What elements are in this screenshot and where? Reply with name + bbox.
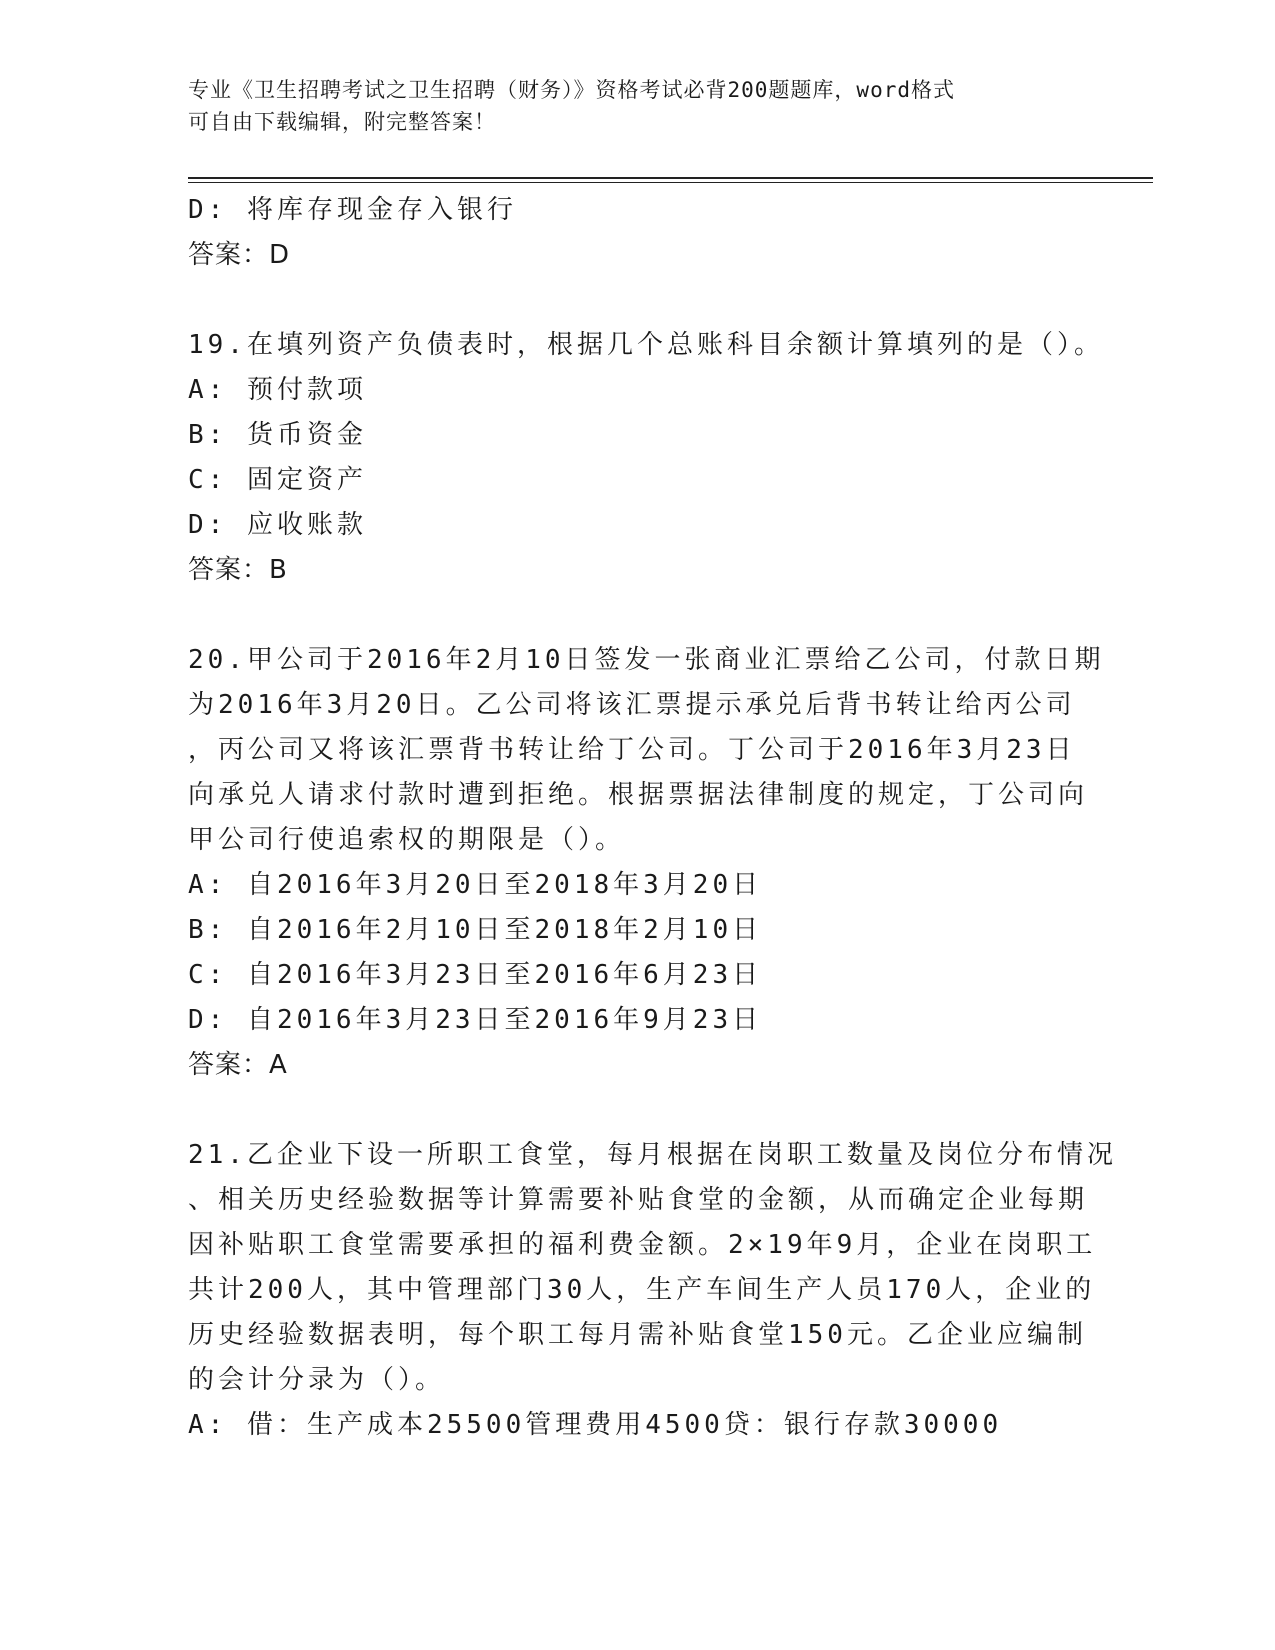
question-20-option-c: C: 自2016年3月23日至2016年6月23日 [188,960,763,990]
spacer [188,593,1088,638]
header-divider-top [188,177,1153,179]
question-21-line-5: 历史经验数据表明，每个职工每月需补贴食堂150元。乙企业应编制 [188,1320,1087,1350]
question-20-line-4: 向承兑人请求付款时遭到拒绝。根据票据法律制度的规定，丁公司向 [188,780,1089,810]
header-line-2: 可自由下载编辑，附完整答案！ [188,110,496,134]
question-21-line-4: 共计200人，其中管理部门30人，生产车间生产人员170人，企业的 [188,1275,1096,1305]
question-21-line-1: 21.乙企业下设一所职工食堂，每月根据在岗职工数量及岗位分布情况 [188,1140,1117,1170]
question-19-option-a: A: 预付款项 [188,375,367,405]
question-20-option-b: B: 自2016年2月10日至2018年2月10日 [188,915,763,945]
spacer [188,1088,1088,1133]
prev-option-d: D: 将库存现金存入银行 [188,195,517,225]
header-divider-bottom [188,182,1153,183]
question-21-line-2: 、相关历史经验数据等计算需要补贴食堂的金额，从而确定企业每期 [188,1185,1089,1215]
question-20-line-3: ，丙公司又将该汇票背书转让给丁公司。丁公司于2016年3月23日 [188,735,1076,765]
question-20-line-5: 甲公司行使追索权的期限是（）。 [188,825,626,855]
question-19-option-d: D: 应收账款 [188,510,367,540]
question-20-option-a: A: 自2016年3月20日至2018年3月20日 [188,870,763,900]
question-20-option-d: D: 自2016年3月23日至2016年9月23日 [188,1005,763,1035]
question-19-line-1: 19.在填列资产负债表时，根据几个总账科目余额计算填列的是（）。 [188,330,1104,360]
question-20-line-2: 为2016年3月20日。乙公司将该汇票提示承兑后背书转让给丙公司 [188,690,1076,720]
question-21-line-6: 的会计分录为（）。 [188,1365,446,1395]
question-21 [188,1133,1117,1448]
question-19-option-b: B: 货币资金 [188,420,367,450]
prev-answer: 答案：D [188,240,291,270]
question-19-option-c: C: 固定资产 [188,465,367,495]
spacer [188,278,1088,323]
document-header [188,74,1068,138]
question-19-answer: 答案：B [188,555,288,585]
question-21-option-a: A: 借：生产成本25500管理费用4500贷：银行存款30000 [188,1410,1003,1440]
question-20-line-1: 20.甲公司于2016年2月10日签发一张商业汇票给乙公司，付款日期 [188,645,1105,675]
question-21-line-3: 因补贴职工食堂需要承担的福利费金额。2×19年9月，企业在岗职工 [188,1230,1097,1260]
question-20 [188,638,1105,1088]
question-19 [188,323,1104,593]
header-line-1: 专业《卫生招聘考试之卫生招聘（财务）》资格考试必背200题题库，word格式 [188,78,955,102]
question-20-answer: 答案：A [188,1050,288,1080]
question-content [188,188,1117,1448]
